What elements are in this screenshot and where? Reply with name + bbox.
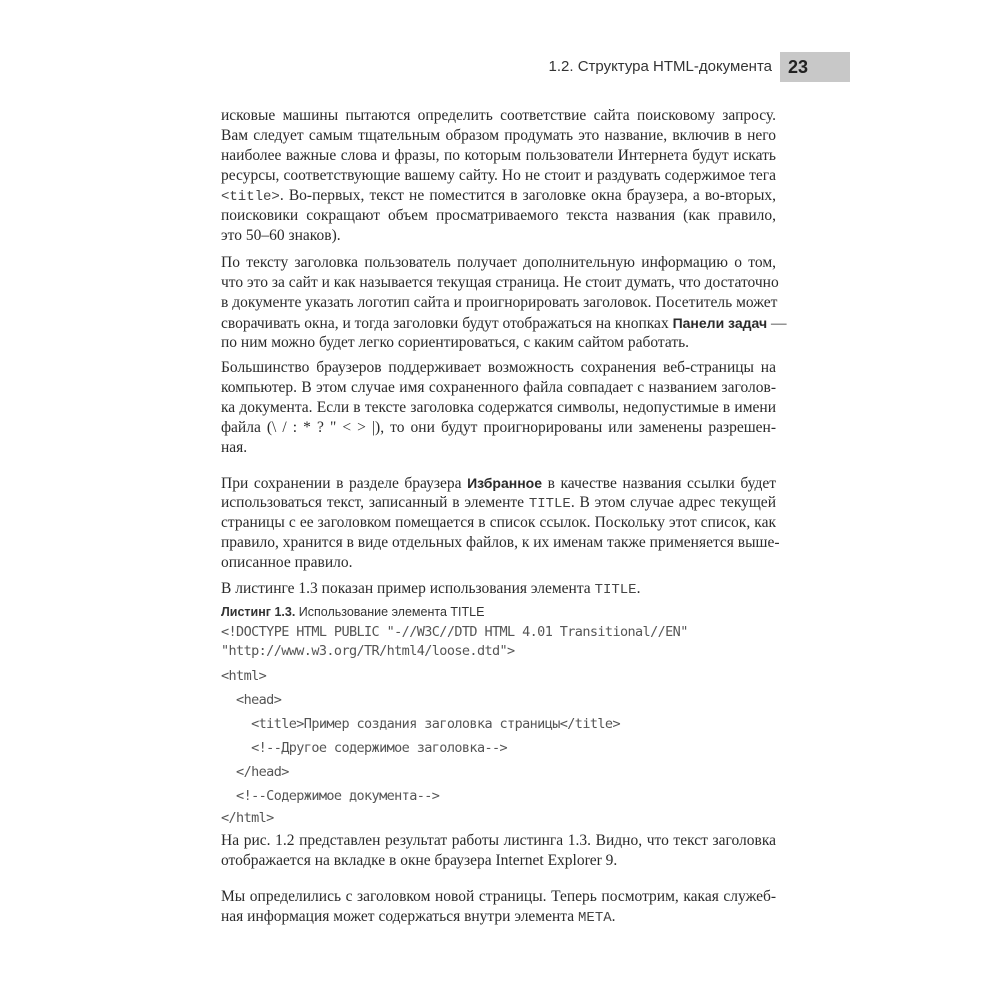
text-run: файла (\ / : * ? " < > |), то они будут проигнорированы или заменены разрешен-	[221, 419, 776, 436]
inline-code: TITLE	[528, 496, 571, 512]
listing-caption	[221, 605, 484, 620]
text-line	[221, 273, 779, 293]
text-line	[221, 358, 776, 378]
code-line: <!DOCTYPE HTML PUBLIC "-//W3C//DTD HTML 4.01 Transitional//EN"	[221, 624, 688, 640]
text-run: описанное правило.	[221, 554, 353, 571]
text-run: в качестве названия ссылки будет	[542, 475, 776, 492]
text-line	[221, 293, 776, 313]
text-run: компьютер. В этом случае имя сохраненного файла совпадает с названием заголов-	[221, 379, 776, 396]
text-line	[221, 146, 776, 166]
text-run: наиболее важные слова и фразы, по которым пользователи Интернета будут искать	[221, 147, 776, 164]
text-run: страницы с ее заголовком помещается в список ссылок. Поскольку этот список, как	[221, 514, 776, 531]
text-line	[221, 851, 776, 871]
text-run: правило, хранится в виде отдельных файлов, к их именам также применяется выше-	[221, 534, 780, 551]
text-line	[221, 126, 776, 146]
text-run: ная.	[221, 439, 248, 456]
text-run: Большинство браузеров поддерживает возможность сохранения веб-страницы на	[221, 359, 776, 376]
text-run: ная информация может содержаться внутри элемента	[221, 908, 579, 925]
text-run: сворачивать окна, и тогда заголовки будут отображаться на кнопках	[221, 315, 673, 332]
text-run: .	[611, 908, 616, 925]
text-run: поисковики сокращают объем просматриваемого текста названия (как правило,	[221, 207, 776, 224]
code-line: "http://www.w3.org/TR/html4/loose.dtd">	[221, 643, 515, 659]
text-run: использоваться текст, записанный в элементе	[221, 494, 529, 511]
text-line	[221, 253, 776, 273]
bold-term: Избранное	[467, 475, 543, 491]
text-run: что это за сайт и как называется текущая страница. Не стоит думать, что достаточно	[221, 274, 779, 291]
paragraph	[221, 358, 776, 458]
text-run: Мы определились с заголовком новой страницы. Теперь посмотрим, какая служеб-	[221, 888, 776, 905]
text-line	[221, 831, 776, 851]
code-line: <!--Содержимое документа-->	[221, 788, 440, 804]
code-line: <!--Другое содержимое заголовка-->	[221, 740, 508, 756]
text-line	[221, 166, 776, 186]
text-run: ка документа. Если в тексте заголовка содержатся символы, недопустимые в имени	[221, 399, 776, 416]
text-run: .	[636, 580, 641, 597]
code-line: </head>	[221, 764, 289, 780]
running-title: 1.2. Структура HTML-документа	[548, 58, 772, 75]
text-run: это 50–60 знаков).	[221, 227, 341, 244]
text-line	[221, 907, 776, 927]
text-line	[221, 887, 776, 907]
paragraph	[221, 253, 787, 353]
text-run: По тексту заголовка пользователь получает дополнительную информацию о том,	[221, 254, 776, 271]
code-line: <title>Пример создания заголовка страницы</title>	[221, 716, 620, 732]
text-line	[221, 226, 776, 246]
text-run: В листинге 1.3 показан пример использования элемента	[221, 580, 595, 597]
paragraph	[221, 831, 776, 871]
listing-title: Использование элемента TITLE	[298, 605, 485, 619]
text-run: ресурсы, соответствующие вашему сайту. Но не стоит и раздувать содержимое тега	[221, 167, 776, 184]
text-line	[221, 513, 776, 533]
text-line	[221, 579, 776, 599]
text-run: На рис. 1.2 представлен результат работы листинга 1.3. Видно, что текст заголовка	[221, 832, 776, 849]
text-run: по ним можно будет легко сориентироваться, с каким сайтом работать.	[221, 334, 690, 351]
text-line	[221, 473, 776, 493]
text-line	[221, 378, 776, 398]
text-run: отображается на вкладке в окне браузера Internet Explorer 9.	[221, 852, 618, 869]
text-line	[221, 493, 776, 513]
text-line	[221, 313, 787, 333]
text-run: При сохранении в разделе браузера	[221, 475, 468, 492]
paragraph	[221, 473, 780, 573]
code-line: <html>	[221, 668, 267, 684]
text-line	[221, 418, 776, 438]
text-line	[221, 398, 776, 418]
text-run: . Во-первых, текст не поместится в заголовке окна браузера, а во-вторых,	[279, 187, 776, 204]
text-line	[221, 533, 780, 553]
text-run: исковые машины пытаются определить соответствие сайта поисковому запросу.	[221, 107, 776, 124]
text-line	[221, 553, 776, 573]
text-run: . В этом случае адрес текущей	[570, 494, 776, 511]
text-run: Вам следует самым тщательным образом продумать это название, включив в него	[221, 127, 776, 144]
bold-term: Панели задач	[672, 315, 768, 331]
code-line: </html>	[221, 810, 274, 826]
inline-code: TITLE	[594, 582, 637, 598]
listing-label: Листинг 1.3.	[221, 605, 296, 619]
paragraph	[221, 106, 776, 246]
text-line	[221, 333, 776, 353]
paragraph	[221, 579, 776, 599]
code-line: <head>	[221, 692, 282, 708]
inline-code: <title>	[221, 189, 280, 205]
text-run: в документе указать логотип сайта и проигнорировать заголовок. Посетитель может	[221, 294, 778, 311]
text-line	[221, 186, 776, 206]
inline-code: META	[578, 910, 612, 926]
text-run: —	[767, 315, 787, 332]
text-line	[221, 106, 776, 126]
text-line	[221, 206, 776, 226]
page-number: 23	[780, 52, 850, 82]
text-line	[221, 438, 776, 458]
paragraph	[221, 887, 776, 927]
